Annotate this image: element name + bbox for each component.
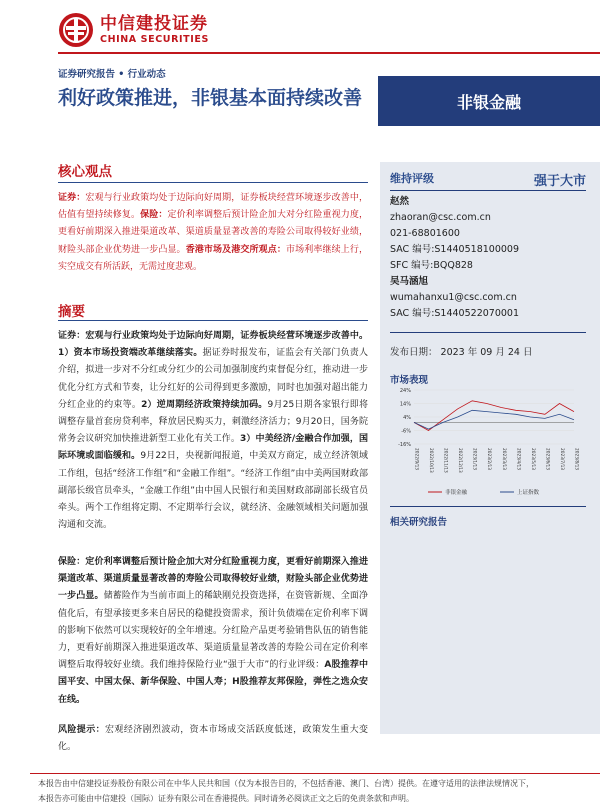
abs-ins-lead: 保险：定价利率调整后预计险企加大对分红险重视力度，更看好前期深入推进渠道改革、渠道质量显著改善的寿险公司取得较好业绩，财险头部企业优势进一步凸显。: [58, 557, 368, 602]
publish-date: 发布日期： 2023 年 09 月 24 日: [390, 347, 533, 358]
report-title: 利好政策推进，非银基本面持续改善: [58, 87, 363, 109]
abs-ins-body: 储蓄险作为当前市面上的稀缺刚兑投资选择，在资管新规、全面净值化后，有望承接更多来自居民的稳健投资需求，预计负债端在定价利率下调的影响下依然可以实现较好的全年增速。分红险产品更考验销售队伍的销售能力，更看好前期深入推进渠道改革、渠道质量显著改善的寿险公司在定价利率调整后取得较好业绩。我们维持保险行业“强于大市”的行业评级：: [58, 591, 368, 671]
abs-sec-lead: 证券：宏观与行业政策均处于边际向好周期，证券板块经营环境逐步改善中。: [58, 331, 368, 341]
market-performance-chart: [388, 382, 584, 502]
related-reports-heading: 相关研究报告: [390, 517, 448, 528]
legend-label: 上证指数: [517, 490, 540, 496]
abs-sec-text1: 据证券时报发布，证监会有关部门负责人介绍，拟进一步对不分红或分红少的公司加强制度约束督促分红，推动进一步优化分红方式和节奏，让分红好的公司得到更多激励，同时也加强对超出能力分红企业的约束等。: [58, 348, 368, 410]
x-tick-label: 2023/7/13: [558, 448, 564, 471]
legend-label: 非银金融: [445, 490, 468, 496]
analyst-1-sac: SAC 编号:S1440518100009: [390, 244, 519, 255]
rating-divider: [390, 190, 586, 191]
chart-lines: [414, 401, 574, 431]
abs-sec-point2: 2）逆周期经济政策持续加码。: [141, 399, 268, 410]
company-logo: [58, 10, 209, 50]
x-tick-label: 2023/8/13: [573, 448, 579, 471]
market-performance-heading: 市场表现: [390, 375, 429, 386]
abstract-divider: [58, 320, 368, 321]
core-securities-body: 宏观与行业政策均处于边际向好周期，证券板块经营环境逐步改善中，估值有望持续修复。: [58, 193, 368, 221]
abstract-insurance-paragraph: [58, 554, 368, 709]
breadcrumb: 证券研究报告 • 行业动态: [58, 69, 166, 80]
abs-ins-recommend: A股推荐中国平安、中国太保、新华保险、中国人寿；H股推荐友邦保险，弹性之选众安在线。: [58, 660, 368, 705]
core-hk-body: 市场利率继续上行，实空成交有所活跃，无需过度悲观。: [58, 244, 368, 272]
brand-name-cn: 中信建投证券: [100, 13, 208, 34]
analyst-divider: [390, 332, 586, 333]
analyst-1-name: 赵然: [390, 196, 410, 207]
rating-row: [390, 170, 586, 189]
abstract-securities-paragraph: [58, 328, 368, 534]
series-line-0: [414, 401, 574, 431]
x-tick-label: 2023/6/13: [544, 448, 550, 471]
brand-name-en: CHINA SECURITIES: [100, 33, 209, 45]
abs-sec-text3: 9月22日，央视新闻报道，中美双方商定，成立经济领域工作组，包括“经济工作组”和“金融工作组”。“经济工作组”由中美两国财政部副部长级官员牵头，“金融工作组”由中国人民银行和美国财政部副部长级官员牵头。两个工作组将定期、不定期举行会议，就经济、金融领域相关问题加强沟通和交流。: [58, 451, 368, 531]
rating-label: 维持评级: [390, 172, 434, 185]
y-tick-label: 14%: [399, 401, 411, 408]
abstract-heading: 摘要: [58, 304, 85, 320]
header-divider: [58, 52, 600, 54]
disclaimer-line-1: 本报告由中信建投证券股份有限公司在中华人民共和国（仅为本报告目的，不包括香港、澳门、台湾）提供。在遵守适用的法律法规情况下，: [38, 779, 534, 788]
sector-banner: 非银金融: [378, 76, 600, 126]
x-tick-label: 2023/4/13: [515, 448, 521, 471]
abs-sec-point1: 1）资本市场投资端改革继续落实。: [58, 348, 203, 359]
chart-legend: [428, 488, 540, 496]
x-tick-label: 2022/9/13: [413, 448, 419, 471]
series-line-1: [414, 410, 574, 429]
footer-divider: [30, 773, 600, 774]
analyst-2-email[interactable]: wumahanxu1@csc.com.cn: [390, 292, 517, 303]
x-tick-label: 2022/12/13: [457, 448, 463, 473]
abs-risk-body: 宏观经济剧烈波动，资本市场成交活跃度低迷，政策发生重大变化。: [58, 725, 368, 753]
x-tick-label: 2022/10/13: [428, 448, 434, 473]
core-hk-lead: 香港市场及港交所观点：: [185, 244, 287, 255]
abs-sec-text2: 9月25日期各家银行即将调整存量首套房贷利率，释放居民购买力，刺激经济活力；9月20日，国务院常务会议研究加快推进新型工业化有关工作。: [58, 399, 368, 445]
chart-axes: [398, 388, 579, 473]
x-tick-label: 2023/5/13: [529, 448, 535, 471]
analyst-2-name: 吴马涵旭: [390, 276, 429, 287]
abs-sec-point3: 3）中美经济/金融合作加强，国际环境或面临缓和。: [58, 434, 368, 462]
x-tick-label: 2023/2/13: [486, 448, 492, 471]
analyst-2: [390, 274, 519, 322]
core-insurance-body: 定价利率调整后预计险企加大对分红险重视力度，更看好前期深入推进渠道改革、渠道质量显著改善的寿险公司取得较好业绩，财险头部企业优势进一步凸显。: [58, 210, 368, 255]
y-tick-label: 4%: [403, 415, 411, 421]
chart-divider: [390, 506, 586, 507]
analyst-1-email[interactable]: zhaoran@csc.com.cn: [390, 212, 491, 223]
analyst-1-phone: 021-68801600: [390, 228, 460, 239]
x-tick-label: 2023/1/13: [471, 448, 477, 471]
core-view-divider: [58, 182, 368, 183]
rating-value: 强于大市: [533, 174, 586, 189]
analyst-2-sac: SAC 编号:S1440522070001: [390, 308, 519, 319]
y-tick-label: -16%: [398, 442, 411, 448]
abstract-risk-paragraph: [58, 722, 368, 756]
logo-icon: [58, 12, 94, 48]
core-view-text: [58, 190, 368, 276]
core-securities-lead: 证券：: [58, 193, 86, 203]
y-tick-label: 24%: [399, 388, 411, 394]
x-tick-label: 2022/11/13: [442, 448, 448, 473]
core-view-heading: 核心观点: [58, 164, 112, 180]
disclaimer-line-2: 本报告亦可能由中信建投（国际）证券有限公司在香港提供。同时请务必阅读正文之后的免责条款和声明。: [38, 794, 414, 803]
x-tick-label: 2023/3/13: [500, 448, 506, 471]
y-tick-label: -6%: [401, 428, 411, 435]
core-insurance-lead: 保险：: [140, 210, 168, 221]
analyst-1: [390, 194, 519, 274]
disclaimer: [38, 776, 598, 806]
analyst-1-sfc: SFC 编号:BQQ828: [390, 260, 473, 271]
abs-risk-lead: 风险提示：: [58, 725, 106, 735]
